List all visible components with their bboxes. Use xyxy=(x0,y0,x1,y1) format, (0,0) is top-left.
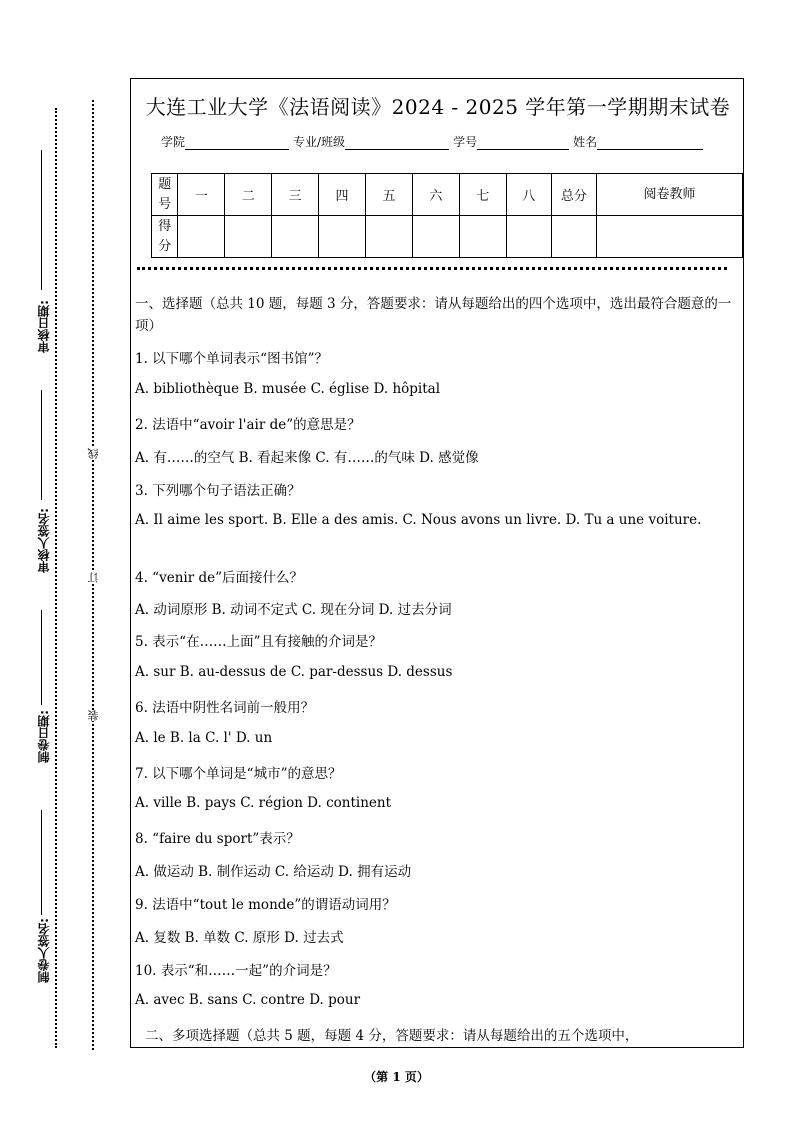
question-3: 3. 下列哪个句子语法正确？ xyxy=(135,483,301,499)
options-10: A. avec B. sans C. contre D. pour xyxy=(135,992,361,1008)
binding-strip xyxy=(0,90,122,1050)
score-cell[interactable] xyxy=(412,216,459,258)
col-header: 七 xyxy=(459,174,506,216)
col-header: 五 xyxy=(366,174,413,216)
maker-date-label: 制卷日期: xyxy=(37,710,51,763)
options-7: A. ville B. pays C. région D. continent xyxy=(135,795,392,811)
col-header-total: 总分 xyxy=(551,174,596,216)
exam-frame xyxy=(130,78,744,1048)
score-cell[interactable] xyxy=(459,216,506,258)
cut-mark-fold: 装 xyxy=(87,710,100,721)
options-8: A. 做运动 B. 制作运动 C. 给运动 D. 拥有运动 xyxy=(135,864,412,880)
row-header-question: 题号 xyxy=(152,174,178,216)
score-cell[interactable] xyxy=(366,216,413,258)
student-info-row xyxy=(161,133,707,150)
options-5: A. sur B. au-dessus de C. par-dessus D. dessus xyxy=(135,664,453,680)
section2-heading: 二、多项选择题（总共 5 题，每题 4 分，答题要求：请从每题给出的五个选项中， xyxy=(145,1028,639,1044)
question-1: 1. 以下哪个单词表示“图书馆”？ xyxy=(135,351,328,367)
page-number: （第 1 页） xyxy=(364,1070,429,1084)
college-label: 学院 xyxy=(161,135,186,149)
exam-title: 大连工业大学《法语阅读》2024 - 2025 学年第一学期期末试卷 xyxy=(145,95,731,119)
cut-mark-bind: 订 xyxy=(87,572,100,583)
col-header: 八 xyxy=(506,174,551,216)
score-cell[interactable] xyxy=(319,216,366,258)
maker-sign-line xyxy=(41,810,42,915)
student-id-label: 学号 xyxy=(453,135,478,149)
options-9: A. 复数 B. 单数 C. 原形 D. 过去式 xyxy=(135,930,344,946)
question-4: 4. “venir de”后面接什么？ xyxy=(135,570,303,586)
section1-heading: 一、选择题（总共 10 题，每题 3 分，答题要求：请从每题给出的四个选项中，选出最符合题意的一项） xyxy=(135,296,732,334)
major-label: 专业/班级 xyxy=(293,135,346,149)
question-6: 6. 法语中阴性名词前一般用？ xyxy=(135,700,315,716)
score-cell[interactable] xyxy=(225,216,272,258)
score-cell[interactable] xyxy=(272,216,319,258)
review-date-label: 审核日期: xyxy=(37,300,51,353)
college-field[interactable] xyxy=(185,137,289,150)
col-header: 四 xyxy=(319,174,366,216)
question-8: 8. “faire du sport”表示？ xyxy=(135,831,300,847)
review-date-line xyxy=(41,150,42,290)
dotted-divider xyxy=(55,108,57,1048)
options-6: A. le B. la C. l' D. un xyxy=(135,730,273,746)
name-label: 姓名 xyxy=(573,135,598,149)
question-7: 7. 以下哪个单词是“城市”的意思？ xyxy=(135,766,342,782)
options-3: A. Il aime les sport. B. Elle a des amis. C. Nous avons un livre. D. Tu a une voiture. xyxy=(135,512,702,528)
major-field[interactable] xyxy=(345,137,449,150)
options-4: A. 动词原形 B. 动词不定式 C. 现在分词 D. 过去分词 xyxy=(135,602,452,618)
col-header-grader: 阅卷教师 xyxy=(596,174,742,216)
cut-mark-line: 线 xyxy=(87,448,100,459)
reviewer-sign-label: 审核人签名: xyxy=(37,508,51,573)
maker-date-line xyxy=(41,610,42,705)
question-5: 5. 表示“在……上面”且有接触的介词是？ xyxy=(135,634,382,650)
col-header: 一 xyxy=(178,174,225,216)
reviewer-sign-line xyxy=(41,390,42,500)
score-cell[interactable] xyxy=(178,216,225,258)
col-header: 二 xyxy=(225,174,272,216)
dotted-separator xyxy=(137,267,727,270)
student-id-field[interactable] xyxy=(477,137,569,150)
question-9: 9. 法语中“tout le monde”的谓语动词用？ xyxy=(135,897,396,913)
score-cell[interactable] xyxy=(506,216,551,258)
options-1: A. bibliothèque B. musée C. église D. hôpital xyxy=(135,381,441,397)
question-10: 10. 表示“和……一起”的介词是？ xyxy=(135,963,337,979)
score-cell[interactable] xyxy=(551,216,596,258)
row-header-score: 得分 xyxy=(152,216,178,258)
name-field[interactable] xyxy=(597,137,703,150)
col-header: 六 xyxy=(412,174,459,216)
maker-sign-label: 制卷人签名: xyxy=(37,918,51,983)
col-header: 三 xyxy=(272,174,319,216)
options-2: A. 有……的空气 B. 看起来像 C. 有……的气味 D. 感觉像 xyxy=(135,450,479,466)
question-2: 2. 法语中“avoir l'air de”的意思是？ xyxy=(135,417,361,433)
score-cell[interactable] xyxy=(596,216,742,258)
score-table xyxy=(151,173,743,258)
